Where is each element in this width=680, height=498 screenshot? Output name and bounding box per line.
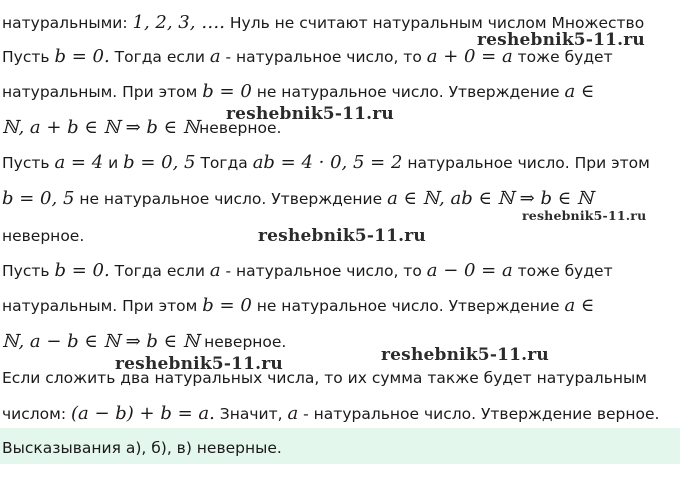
math-expression: a ∈ bbox=[564, 295, 595, 316]
text: тоже будет bbox=[512, 262, 613, 280]
text: числом: bbox=[2, 405, 71, 423]
text-line-2 bbox=[2, 48, 613, 66]
text-line-3 bbox=[2, 83, 594, 101]
text: тоже будет bbox=[512, 48, 613, 66]
math-expression: a ∈ ℕ, ab ∈ ℕ ⇒ b ∈ ℕ bbox=[387, 188, 594, 209]
text: Пусть bbox=[2, 154, 55, 172]
math-expression: (a − b) + b = a. bbox=[71, 403, 215, 424]
math-expression: b = 0. bbox=[54, 46, 110, 67]
math-expression: a = 4 bbox=[54, 152, 104, 173]
text: Если сложить два натуральных числа, то их сумма также будет натуральным bbox=[2, 369, 647, 387]
watermark: reshebnik5-11.ru bbox=[258, 226, 426, 246]
math-expression: b = 0, 5 bbox=[2, 188, 75, 209]
watermark: reshebnik5-11.ru bbox=[226, 104, 394, 124]
math-expression: b = 0 bbox=[202, 81, 252, 102]
text-line-7 bbox=[2, 229, 84, 245]
conclusion-text: Высказывания а), б), в) неверные. bbox=[2, 439, 282, 457]
math-expression: a bbox=[287, 403, 299, 424]
math-expression: a ∈ bbox=[564, 81, 595, 102]
text: не натуральное число. Утверждение bbox=[74, 190, 388, 208]
math-expression: b = 0 bbox=[202, 295, 252, 316]
text: Тогда если bbox=[109, 48, 210, 66]
text: и bbox=[103, 154, 124, 172]
text: не натуральное число. Утверждение bbox=[251, 297, 565, 315]
text: натуральным. При этом bbox=[2, 297, 203, 315]
text: - натуральное число. Утверждение верное. bbox=[298, 405, 660, 423]
text-line-12 bbox=[2, 405, 659, 423]
math-expression: b = 0. bbox=[54, 260, 110, 281]
text-line-9 bbox=[2, 297, 594, 315]
text: Значит, bbox=[214, 405, 288, 423]
text: неверное. bbox=[199, 119, 282, 137]
text: натуральными: bbox=[2, 14, 133, 32]
text: натуральным. При этом bbox=[2, 83, 203, 101]
math-expression: ℕ, a + b ∈ ℕ ⇒ b ∈ ℕ bbox=[2, 117, 200, 138]
watermark: reshebnik5-11.ru bbox=[522, 208, 647, 223]
watermark: reshebnik5-11.ru bbox=[477, 30, 645, 50]
text-line-8 bbox=[2, 262, 613, 280]
math-expression: a bbox=[209, 260, 221, 281]
text: Пусть bbox=[2, 48, 55, 66]
text-line-10 bbox=[2, 333, 286, 351]
text: - натуральное число, то bbox=[220, 262, 427, 280]
text-line-11 bbox=[2, 371, 647, 387]
text: - натуральное число, то bbox=[220, 48, 427, 66]
text: Тогда если bbox=[109, 262, 210, 280]
text: Пусть bbox=[2, 262, 55, 280]
text-line-5 bbox=[2, 154, 650, 172]
text: неверное. bbox=[2, 227, 85, 245]
watermark: reshebnik5-11.ru bbox=[115, 354, 283, 374]
text: Нуль не считают натуральным числом Множество bbox=[224, 14, 645, 32]
math-expression: 1, 2, 3, …. bbox=[132, 12, 225, 33]
watermark: reshebnik5-11.ru bbox=[381, 345, 549, 365]
text-line-6 bbox=[2, 190, 593, 208]
text: не натуральное число. Утверждение bbox=[251, 83, 565, 101]
math-expression: ℕ, a − b ∈ ℕ ⇒ b ∈ ℕ bbox=[2, 331, 200, 352]
math-expression: a + 0 = a bbox=[426, 46, 513, 67]
math-expression: a bbox=[209, 46, 221, 67]
text: неверное. bbox=[199, 333, 287, 351]
text: Тогда bbox=[195, 154, 253, 172]
math-expression: a − 0 = a bbox=[426, 260, 513, 281]
math-expression: ab = 4 · 0, 5 = 2 bbox=[252, 152, 403, 173]
text: натуральное число. При этом bbox=[402, 154, 650, 172]
math-expression: b = 0, 5 bbox=[123, 152, 196, 173]
